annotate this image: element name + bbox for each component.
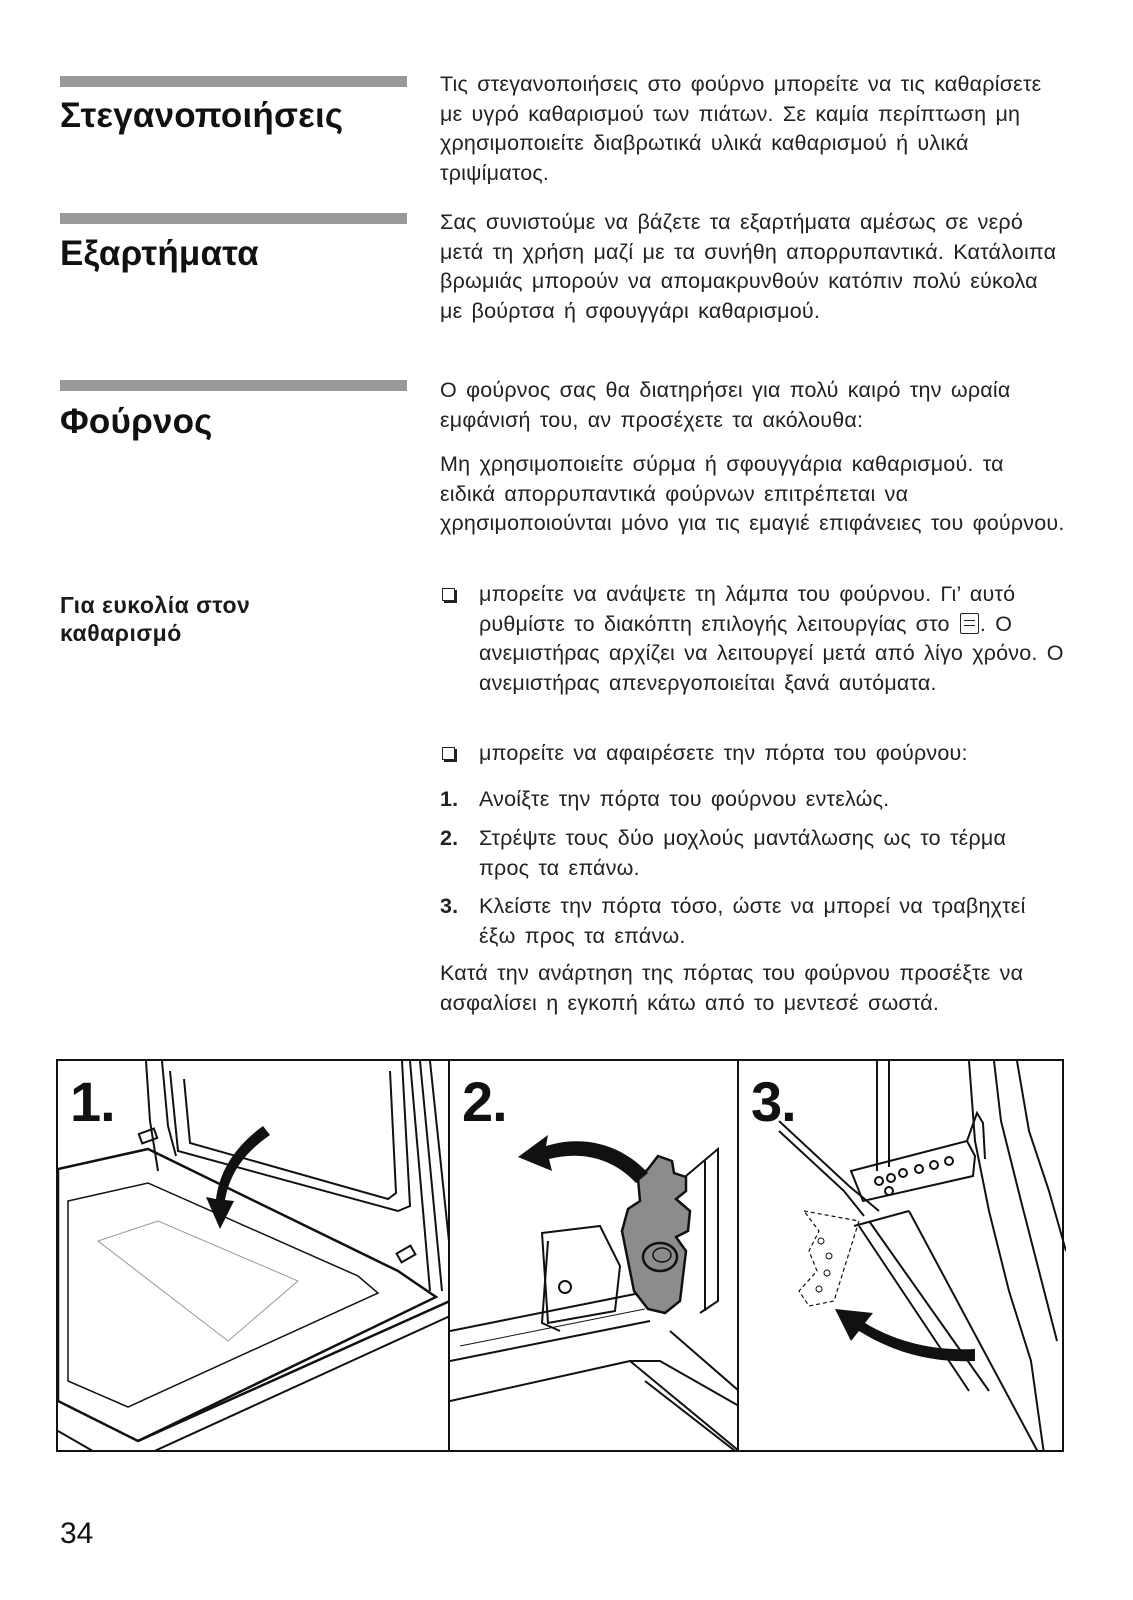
- illustration-panel-1: [58, 1061, 450, 1450]
- step-number: 1.: [440, 787, 459, 811]
- checkbox-bullet-icon: [442, 747, 455, 760]
- section-bar-oven: [60, 380, 407, 391]
- illustration-panel-3: [739, 1061, 1066, 1450]
- step-2: [440, 824, 1065, 883]
- paragraph-accessories: Σας συνιστούμε να βάζετε τα εξαρτήματα αμέσως σε νερό μετά τη χρήση μαζί με τα συνήθη απορρυπαντικά. Κατάλοιπα βρωμιάς μπορούν να απομακρυνθούν κατόπιν πολύ εύκολα με βούρτσα ή σφουγγάρι καθαρισμού.: [440, 210, 1057, 323]
- panel-number: 2.: [462, 1070, 507, 1133]
- panel-number: 3.: [751, 1070, 796, 1133]
- page-number: 34: [60, 1517, 94, 1550]
- bullet-lamp-text-end: . Ο ανεμιστήρας αρχίζει να λειτουργεί μετά από λίγο χρόνο. Ο ανεμιστήρας απενεργοποιείται ξανά αυτόματα.: [479, 611, 1064, 695]
- oven-lamp-symbol-icon: [960, 613, 979, 634]
- step-text: Στρέψτε τους δύο μοχλούς μαντάλωσης ως το τέρμα προς τα επάνω.: [479, 826, 1007, 880]
- step-text: Κλείστε την πόρτα τόσο, ώστε να μπορεί να τραβηχτεί έξω προς τα επάνω.: [479, 894, 1026, 948]
- heading-accessories: Εξαρτήματα: [60, 234, 259, 273]
- bullet-lamp-text-start: μπορείτε να ανάψετε τη λάμπα του φούρνου. Γι’ αυτό ρυθμίστε το διακόπτη επιλογής λειτουργίας στο: [479, 582, 1016, 636]
- section-bar-seals: [60, 76, 407, 87]
- open-door-drawing: [58, 1061, 450, 1450]
- bullet-oven-lamp: [440, 580, 1065, 698]
- checkbox-bullet-icon: [442, 588, 455, 601]
- bullet-remove-door-text: μπορείτε να αφαιρέσετε την πόρτα του φούρνου:: [479, 741, 968, 765]
- subheading-easy-cleaning: Για ευκολία στον καθαρισμό: [60, 592, 251, 646]
- step-3: [440, 892, 1065, 951]
- step-text: Ανοίξτε την πόρτα του φούρνου εντελώς.: [479, 787, 890, 811]
- paragraph-hinge-note: Κατά την ανάρτηση της πόρτας του φούρνου προσέξτε να ασφαλίσει η εγκοπή κάτω από το μεντεσέ σωστά.: [440, 961, 1024, 1015]
- bullet-remove-door: [440, 739, 1065, 769]
- door-removal-illustration: [56, 1059, 1064, 1452]
- heading-oven: Φούρνος: [60, 402, 213, 441]
- illustration-panel-2: [450, 1061, 739, 1450]
- step-number: 3.: [440, 894, 459, 918]
- paragraph-oven-intro: Ο φούρνος σας θα διατηρήσει για πολύ καιρό την ωραία εμφάνισή του, αν προσέχετε τα ακόλουθα:: [440, 378, 1011, 432]
- heading-seals: Στεγανοποιήσεις: [60, 96, 344, 135]
- paragraph-oven-care: Μη χρησιμοποιείτε σύρμα ή σφουγγάρια καθαρισμού. τα ειδικά απορρυπαντικά φούρνων επιτρέπεται να χρησιμοποιούνται μόνο για τις εμαγιέ επιφάνειες του φούρνου.: [440, 452, 1065, 536]
- paragraph-seals: Τις στεγανοποιήσεις στο φούρνο μπορείτε να τις καθαρίσετε με υγρό καθαρισμού των πιάτων. Σε καμία περίπτωση μη χρησιμοποιείτε διαβρωτικά υλικά καθαρισμού ή υλικά τριψίματος.: [440, 72, 1042, 185]
- panel-number: 1.: [70, 1070, 115, 1133]
- step-number: 2.: [440, 826, 459, 850]
- section-bar-accessories: [60, 213, 407, 224]
- step-1: [440, 785, 1065, 815]
